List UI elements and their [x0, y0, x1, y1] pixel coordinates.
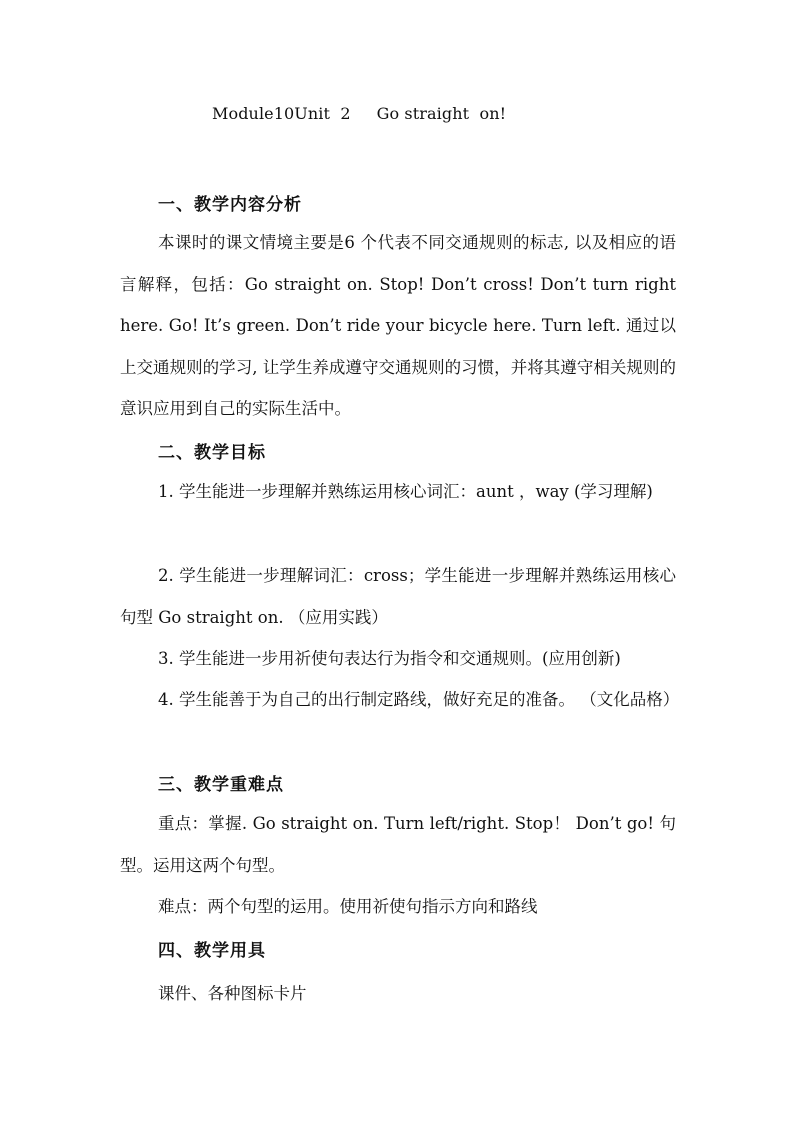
difficulty-paragraph: 难点：两个句型的运用。使用祈使句指示方向和路线	[158, 897, 538, 916]
section-heading-key-points: 三、教学重难点	[158, 775, 284, 795]
section-heading-tools: 四、教学用具	[158, 941, 266, 961]
key-point-paragraph: 重点：掌握. Go straight on. Turn left/right. Stop！ Don’t go! 句型。运用这两个句型。	[120, 814, 676, 875]
objective-item-2: 2. 学生能进一步理解词汇：cross；学生能进一步理解并熟练运用核心句型 Go straight on. （应用实践）	[120, 566, 676, 627]
section-heading-objectives: 二、教学目标	[158, 443, 266, 463]
document-title: Module10Unit 2 Go straight on!	[212, 104, 507, 123]
objective-item-4: 4. 学生能善于为自己的出行制定路线，做好充足的准备。 （文化品格）	[158, 690, 680, 709]
objective-item-1: 1. 学生能进一步理解并熟练运用核心词汇：aunt ，way (学习理解)	[158, 482, 653, 501]
tools-text: 课件、各种图标卡片	[158, 984, 307, 1003]
content-analysis-paragraph: 本课时的课文情境主要是6 个代表不同交通规则的标志, 以及相应的语言解释，包括：Go straight on. Stop! Don’t cross! Don’t turn right here. Go! It’s green. Don’t ride your bicycle here. Turn left. 通过以上交通规则的学习, 让学生养成遵守交通规则的习惯，并将其遵守相关规则的意识应用到自己的实际生活中。	[120, 233, 676, 418]
objective-item-3: 3. 学生能进一步用祈使句表达行为指令和交通规则。(应用创新)	[158, 649, 621, 668]
section-heading-content-analysis: 一、教学内容分析	[158, 195, 302, 215]
